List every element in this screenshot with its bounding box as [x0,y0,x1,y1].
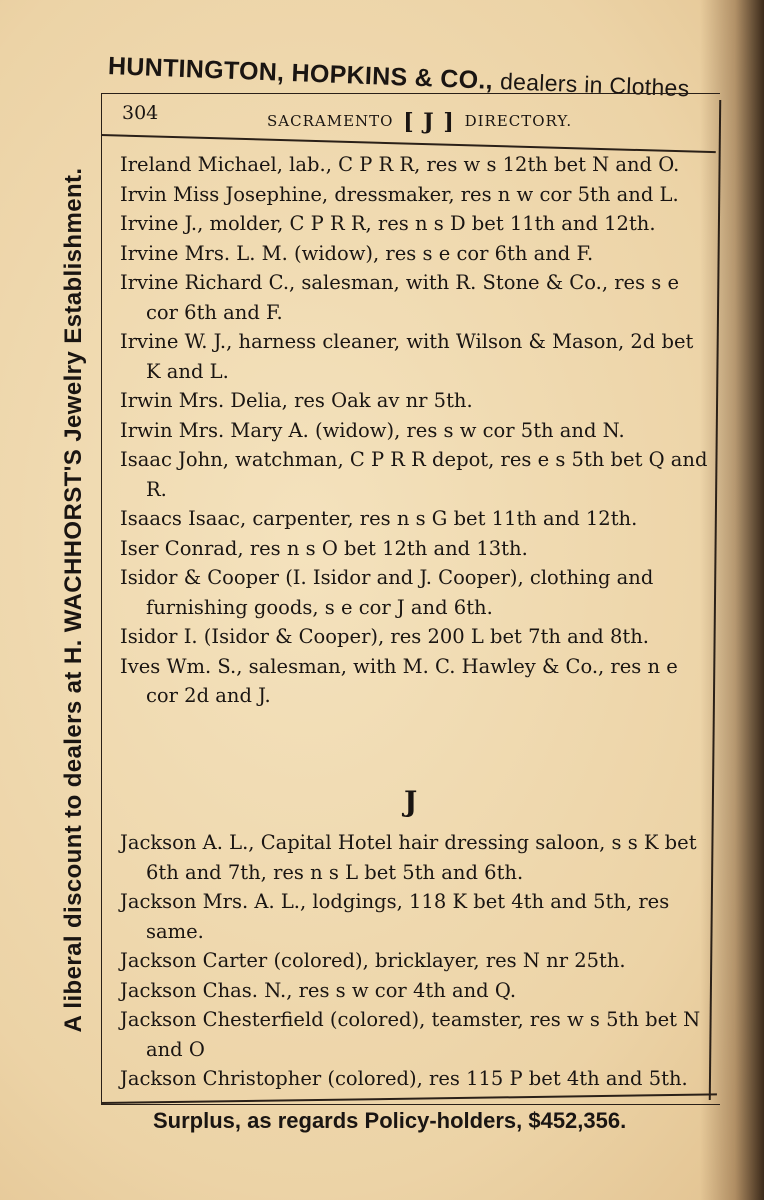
page-number: 304 [122,102,159,124]
directory-entry: Irvine J., molder, C P R R, res n s D bet 11th and 12th. [120,212,656,235]
header-letter: [ J ] [403,109,455,135]
directory-entry: Iser Conrad, res n s O bet 12th and 13th. [120,536,528,560]
directory-entry: Irvine W. J., harness cleaner, with Wilson & Mason, 2d bet K and L. [120,330,694,383]
directory-entry: Isaacs Isaac, carpenter, res n s G bet 11th and 12th. [120,507,638,530]
directory-entry: Irvin Miss Josephine, dressmaker, res n w cor 5th and L. [120,182,679,206]
directory-entry: Irvine Mrs. L. M. (widow), res s e cor 6th and F. [120,241,594,265]
directory-entry: Jackson Chesterfield (colored), teamster, res w s 5th bet N and O [120,1008,701,1061]
section-letter-heading: J [404,785,418,818]
running-header [122,102,712,134]
directory-entry: Jackson Chas. N., res s w cor 4th and Q. [120,978,517,1002]
banner-firm: HUNTINGTON, HOPKINS & CO., [107,52,494,95]
banner-tail: dealers in Clothes [499,68,690,102]
directory-entry: Ives Wm. S., salesman, with M. C. Hawley & Co., res n e cor 2d and J. [120,654,678,707]
entries-j [120,828,712,1094]
directory-entry: Jackson Christopher (colored), res 115 P bet 4th and 5th. [120,1067,688,1090]
directory-entry: Isaac John, watchman, C P R R depot, res e s 5th bet Q and R. [120,448,708,501]
directory-entry: Isidor & Cooper (I. Isidor and J. Cooper), clothing and furnishing goods, s e cor J and 6th. [120,566,654,619]
directory-entry: Jackson Mrs. A. L., lodgings, 118 K bet 4th and 5th, res same. [120,890,670,943]
directory-entry: Jackson A. L., Capital Hotel hair dressing saloon, s s K bet 6th and 7th, res n s L bet 5th and 6th. [120,831,697,884]
directory-entry: Jackson Carter (colored), bricklayer, res N nr 25th. [120,949,626,972]
footer-advertisement: Surplus, as regards Policy-holders, $452,356. [153,1108,627,1133]
entries-i [120,150,712,711]
directory-entry: Irwin Mrs. Mary A. (widow), res s w cor 5th and N. [120,418,625,442]
header-title [267,106,573,135]
directory-entry: Ireland Michael, lab., C P R R, res w s 12th bet N and O. [120,153,680,176]
directory-entry: Irwin Mrs. Delia, res Oak av nr 5th. [120,389,473,412]
side-advertisement: A liberal discount to dealers at H. WACHHORST'S Jewelry Establishment. [60,167,87,1033]
directory-entry: Isidor I. (Isidor & Cooper), res 200 L bet 7th and 8th. [120,625,649,648]
directory-entry: Irvine Richard C., salesman, with R. Stone & Co., res s e cor 6th and F. [120,271,680,324]
header-city: SACRAMENTO [267,112,394,130]
header-directory: DIRECTORY. [464,112,573,130]
